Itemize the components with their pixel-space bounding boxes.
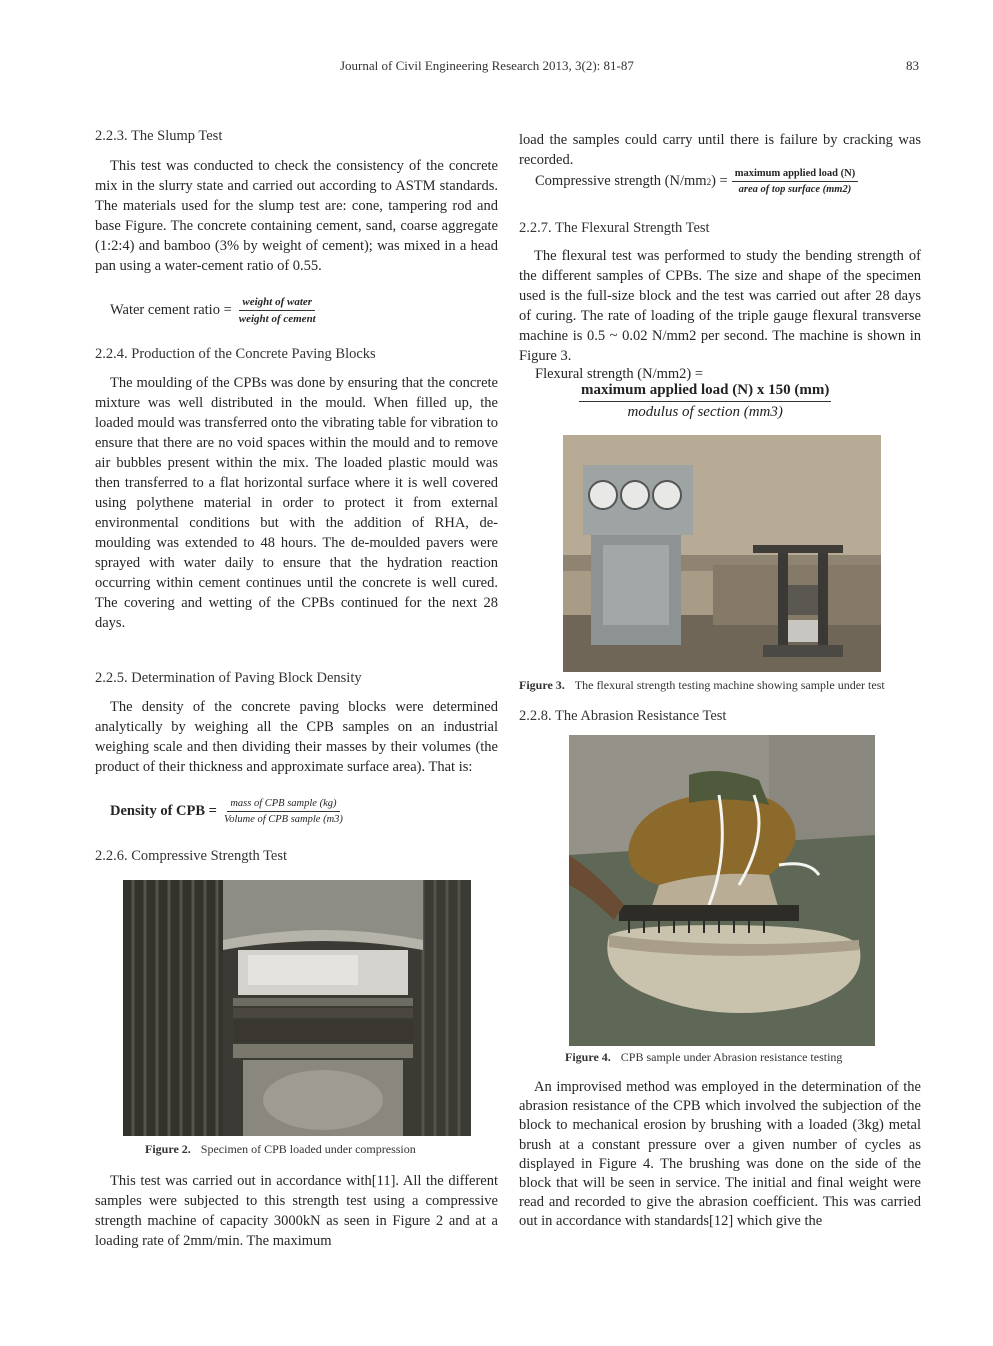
- figure-3-caption: [519, 678, 885, 693]
- fs-label: Flexural strength (N/mm2) =: [535, 366, 704, 382]
- section-2-2-3-title: 2.2.3. The Slump Test: [95, 128, 223, 144]
- section-2-2-8-title: 2.2.8. The Abrasion Resistance Test: [519, 708, 727, 724]
- slump-test-paragraph: This test was conducted to check the consistency of the concrete mix in the slurry state and carried out according to ASTM standards. The materials used for the slump test are: cone, tampering rod and base Figure. The concrete containing cement, sand, coarse aggregate (1:2:4) and bamboo (3% by weight of cement); was mixed in a head pan using a water-cement ratio of 0.55.: [95, 158, 498, 274]
- figure-2-caption: [145, 1142, 416, 1157]
- continued-paragraph: load the samples could carry until there is failure by cracking was recorded.: [519, 132, 921, 168]
- section-2-2-4-title: 2.2.4. Production of the Concrete Paving Blocks: [95, 346, 376, 362]
- water-cement-ratio-equation: [110, 296, 319, 325]
- figure-2-photo: [123, 880, 471, 1136]
- section-2-2-7-title: 2.2.7. The Flexural Strength Test: [519, 220, 710, 236]
- running-header: Journal of Civil Engineering Research 2013, 3(2): 81-87: [340, 58, 634, 73]
- wcr-denominator: weight of cement: [238, 313, 316, 325]
- figure-4-caption-text: CPB sample under Abrasion resistance testing: [620, 1050, 843, 1064]
- density-paragraph: The density of the concrete paving blocks were determined analytically by weighing all the CPB samples on an industrial weighing scale and then dividing their masses by their volumes (the product of their thickness and approximate surface area). That is:: [95, 699, 498, 775]
- density-fraction: [221, 798, 346, 825]
- figure-3-caption-text: The flexural strength testing machine showing sample under test: [574, 678, 885, 692]
- figure-3-photo: [563, 435, 881, 672]
- figure-2-caption-text: Specimen of CPB loaded under compression: [200, 1142, 416, 1156]
- section-2-2-5-title: 2.2.5. Determination of Paving Block Density: [95, 670, 362, 686]
- cs-numerator: maximum applied load (N): [732, 168, 858, 182]
- density-denominator: Volume of CPB sample (m3): [223, 814, 343, 825]
- flexural-test-paragraph: The flexural test was performed to study the bending strength of the different samples of CPBs. The size and shape of the specimen used is the full-size block and the test was carried out after 28 days of curing. The rate of loading of the triple gauge flexural transverse machine is 0.5 ~ 0.02 N/mm2 per second. The machine is shown in Figure 3.: [519, 248, 921, 364]
- cs-label: Compressive strength (N/mm: [535, 173, 707, 189]
- cs-label-end: ) =: [711, 173, 728, 189]
- flexural-strength-fraction: [579, 382, 831, 421]
- cs-fraction: [732, 168, 858, 195]
- compressive-test-paragraph: This test was carried out in accordance with[11]. All the different samples were subjected to this strength test using a compressive strength machine of capacity 3000kN as seen in Figure 2 and at a loading rate of 2mm/min. The maximum: [95, 1173, 498, 1249]
- fs-denominator: modulus of section (mm3): [627, 404, 783, 420]
- density-equation: [110, 798, 346, 825]
- density-numerator: mass of CPB sample (kg): [227, 798, 339, 812]
- wcr-label: Water cement ratio =: [110, 302, 232, 318]
- compressive-strength-equation: [535, 168, 858, 195]
- wcr-fraction: [236, 296, 319, 325]
- figure-2-label: Figure 2.: [145, 1142, 191, 1156]
- figure-4-caption: [565, 1050, 842, 1065]
- flexural-strength-label-line: [535, 366, 703, 383]
- wcr-numerator: weight of water: [239, 296, 315, 311]
- page-number: 83: [906, 58, 919, 73]
- figure-4-label: Figure 4.: [565, 1050, 611, 1064]
- figure-3-label: Figure 3.: [519, 678, 565, 692]
- cs-denominator: area of top surface (mm2): [738, 184, 852, 195]
- section-2-2-6-title: 2.2.6. Compressive Strength Test: [95, 848, 288, 864]
- density-label: Density of CPB =: [110, 803, 217, 819]
- abrasion-test-paragraph: An improvised method was employed in the determination of the abrasion resistance of the CPB which involved the subjection of the block to mechanical erosion by brushing with a loaded (3kg) metal brush at a constant pressure over a given number of cycles as displayed in Figure 4. The brushing was done on the side of the block that will be seen in service. The initial and final weight were read and recorded to give the abrasion coefficient. This was carried out in accordance with standards[12] which give the: [519, 1079, 921, 1230]
- figure-4-photo: [569, 735, 875, 1046]
- paving-blocks-paragraph: The moulding of the CPBs was done by ensuring that the concrete mixture was well distributed in the mould. When filled up, the loaded mould was transferred onto the vibrating table for vibration to ensure that there are no void spaces within the mould and to remove air bubbles present within the mix. The loaded plastic mould was then transferred to a flat horizontal surface where it is well covered using polythene material in order to protect it from external environmental conditions but with the addition of RHA, de-moulding was extended to 48 hours. The de-moulded pavers were sprayed with water daily to ensure that the hydration reaction occurring within cement continues until the concrete is well cured. The covering and wetting of the CPBs continued for the next 28 days.: [95, 375, 498, 631]
- fs-numerator: maximum applied load (N) x 150 (mm): [579, 382, 831, 402]
- cs-superscript: 2: [706, 176, 712, 187]
